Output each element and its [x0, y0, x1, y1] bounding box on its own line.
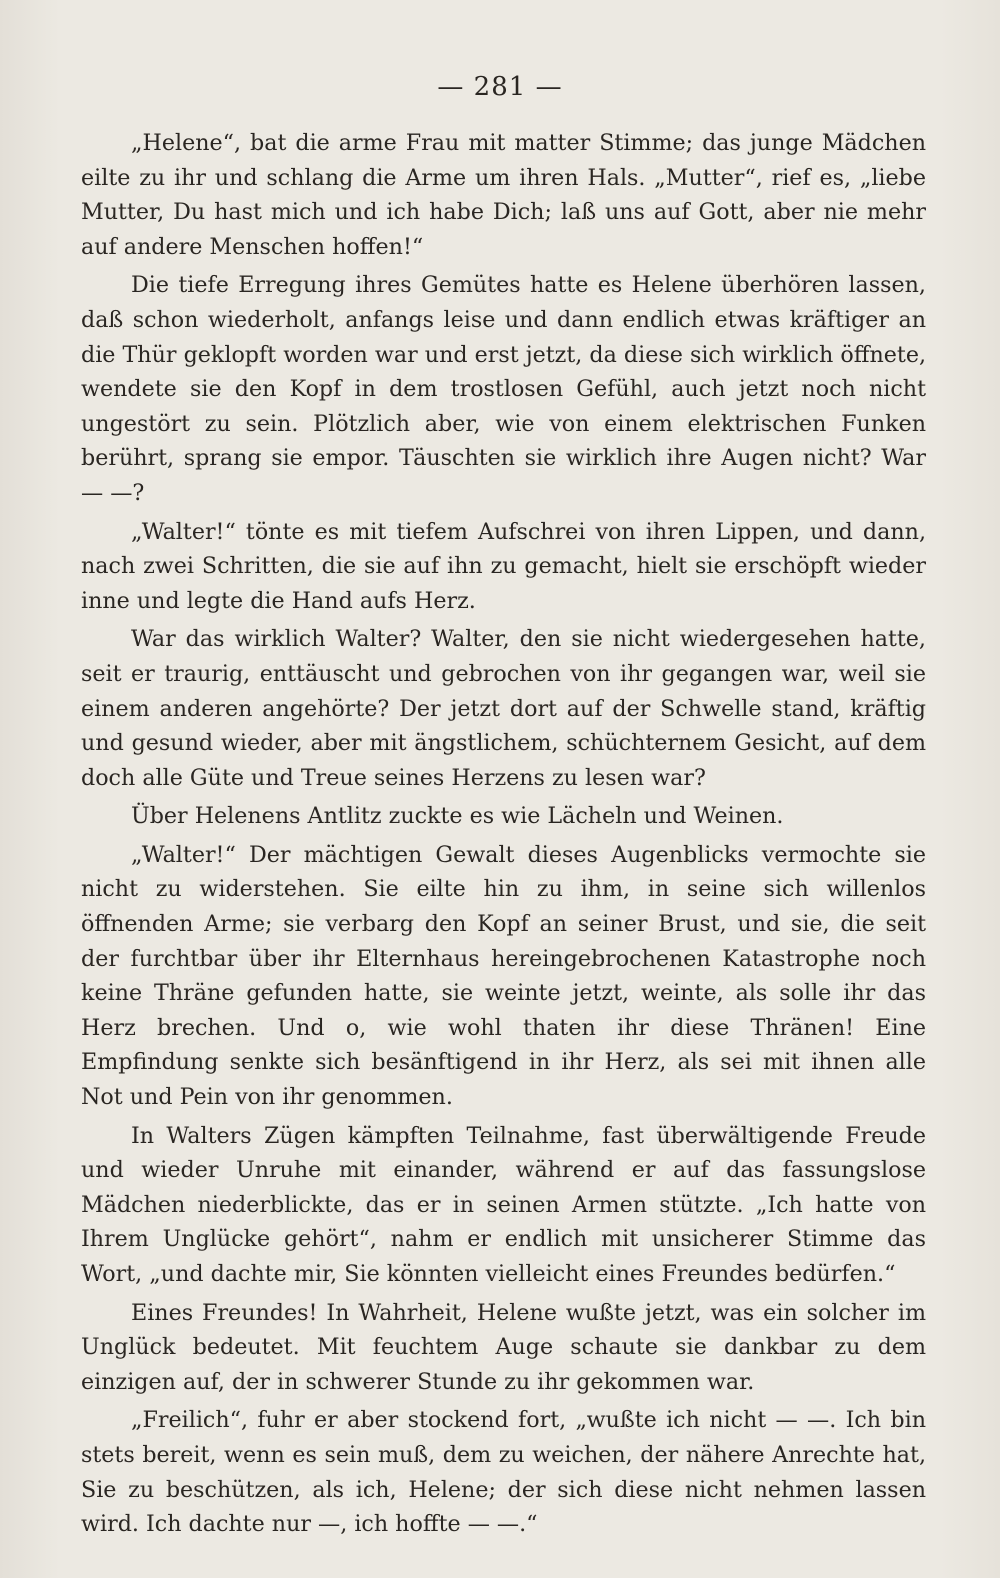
paragraph: „Freilich“, fuhr er aber stockend fort, „wußte ich nicht — —. Ich bin stets bereit, wenn es sein muß, dem zu weichen, der nähere Anrechte hat, Sie zu beschützen, als ich, Helene; der sich diese nicht nehmen lassen wird. Ich dachte nur —, ich hoffte — —.“ — [81, 1407, 926, 1538]
paragraph: „Helene“, bat die arme Frau mit matter Stimme; das junge Mädchen eilte zu ihr und schlang die Arme um ihren Hals. „Mutter“, rief es, „liebe Mutter, Du hast mich und ich habe Dich; laß uns auf Gott, aber nie mehr auf andere Menschen hoffen!“ — [81, 130, 926, 260]
paragraph: Eines Freundes! In Wahrheit, Helene wußte jetzt, was ein solcher im Unglück bedeutet. Mit feuchtem Auge schaute sie dankbar zu dem einzigen auf, der in schwerer Stunde zu ihr gekommen war. — [81, 1299, 926, 1395]
paragraph: In Walters Zügen kämpften Teilnahme, fast überwältigende Freude und wieder Unruhe mit einander, während er auf das fassungslose Mädchen niederblickte, das er in seinen Armen stützte. „Ich hatte von Ihrem Unglücke gehört“, nahm er endlich mit unsicherer Stimme das Wort, „und dachte mir, Sie könnten vielleicht eines Freundes bedürfen.“ — [81, 1122, 926, 1287]
paragraph: „Walter!“ tönte es mit tiefem Aufschrei von ihren Lippen, und dann, nach zwei Schritten, die sie auf ihn zu gemacht, hielt sie erschöpft wieder inne und legte die Hand aufs Herz. — [81, 518, 926, 614]
paragraph: Über Helenens Antlitz zuckte es wie Lächeln und Weinen. — [131, 803, 784, 830]
paragraph: War das wirklich Walter? Walter, den sie nicht wiedergesehen hatte, seit er traurig, enttäuscht und gebrochen von ihr gegangen war, weil sie einem anderen angehörte? Der jetzt dort auf der Schwelle stand, kräftig und gesund wieder, aber mit ängstlichem, schüchternem Gesicht, auf dem doch alle Güte und Treue seines Herzens zu lesen war? — [81, 626, 926, 791]
page-number: — 281 — — [437, 72, 563, 102]
paragraph: „Walter!“ Der mächtigen Gewalt dieses Augenblicks vermochte sie nicht zu widerstehen. Sie eilte hin zu ihm, in seine sich willenlos öffnenden Arme; sie verbarg den Kopf an seiner Brust, und sie, die seit der furchtbar über ihr Elternhaus hereingebrochenen Katastrophe noch keine Thräne gefunden hatte, sie weinte jetzt, weinte, als solle ihr das Herz brechen. Und o, wie wohl thaten ihr diese Thränen! Eine Empfindung senkte sich besänftigend in ihr Herz, als sei mit ihnen alle Not und Pein von ihr genommen. — [81, 841, 926, 1111]
paragraph: Die tiefe Erregung ihres Gemütes hatte es Helene überhören lassen, daß schon wiederholt, anfangs leise und dann endlich etwas kräftiger an die Thür geklopft worden war und erst jetzt, da diese sich wirklich öffnete, wendete sie den Kopf in dem trostlosen Gefühl, auch jetzt noch nicht ungestört zu sein. Plötzlich aber, wie von einem elektrischen Funken berührt, sprang sie empor. Täuschten sie wirklich ihre Augen nicht? War — —? — [81, 272, 926, 506]
body-text — [81, 126, 926, 1546]
